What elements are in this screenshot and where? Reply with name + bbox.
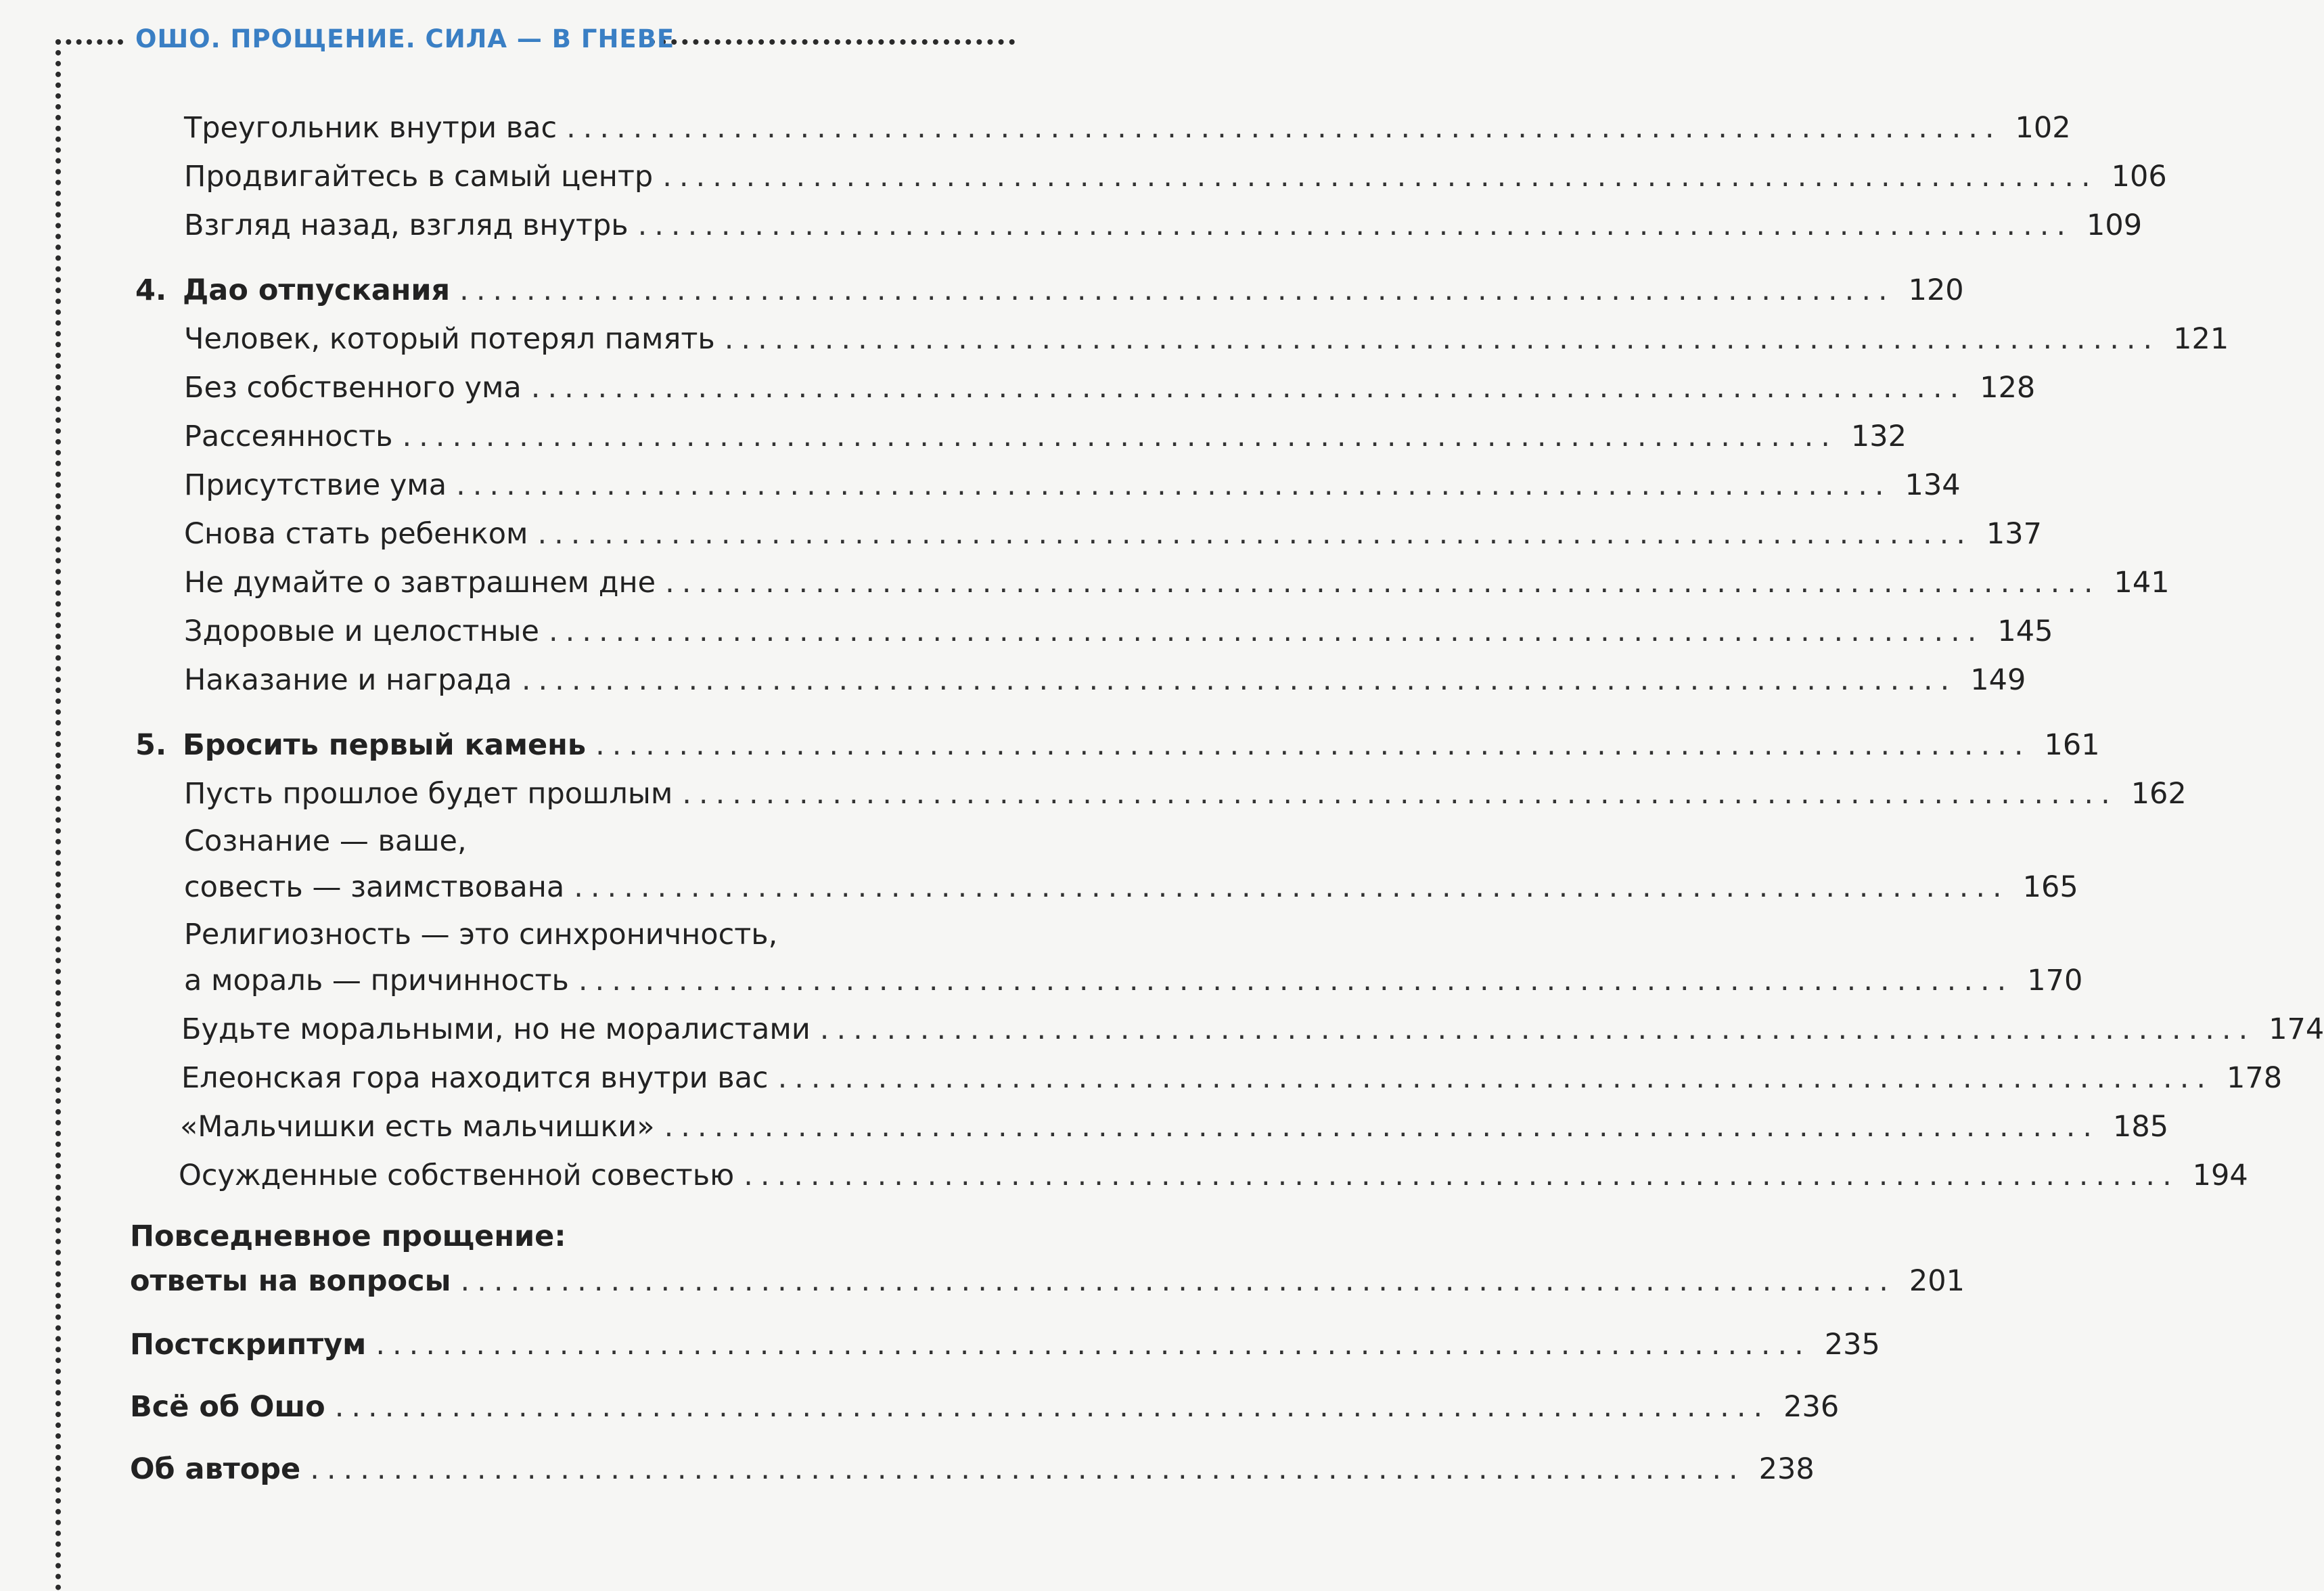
leader-dots: ...................................................................................... [819, 1012, 2256, 1046]
leader-dots: ...................................................................................... [537, 517, 1973, 551]
toc-entry[interactable] [184, 160, 2167, 194]
toc-entry[interactable] [180, 1110, 2169, 1144]
toc-entry-title: Будьте моральными, но не моралистами [181, 1012, 811, 1046]
toc-entry-title: Дао отпускания [183, 273, 451, 307]
toc-entry-title-line1: Религиозность — это синхроничность, [184, 918, 778, 951]
leader-dots: ...................................................................................... [521, 663, 1957, 697]
toc-section[interactable] [130, 1264, 1965, 1298]
toc-entry-page: 102 [2015, 111, 2071, 145]
toc-entry-title: Осужденные собственной совестью [179, 1159, 735, 1192]
toc-entry-title: а мораль — причинность [184, 964, 569, 998]
toc-entry-page: 185 [2113, 1110, 2169, 1144]
toc-entry-page: 137 [1986, 517, 2042, 551]
leader-dots: ...................................................................................... [548, 614, 1984, 648]
leader-dots: ...................................................................................... [456, 468, 1892, 502]
toc-entry[interactable] [179, 1159, 2248, 1192]
leader-dots: ...................................................................................... [682, 777, 2118, 811]
toc-entry-page: 238 [1758, 1452, 1815, 1486]
toc-entry-title-line1: Повседневное прощение: [130, 1219, 566, 1253]
leader-dots: ...................................................................................... [375, 1328, 1811, 1362]
toc-entry-page: 128 [1980, 371, 2036, 405]
toc-entry[interactable] [184, 777, 2187, 811]
toc-entry[interactable] [184, 111, 2071, 145]
toc-entry-title: Рассеянность [184, 420, 393, 453]
toc-section[interactable] [130, 1328, 1880, 1362]
toc-entry-title: Постскриптум [130, 1328, 367, 1362]
leader-dots: ...................................................................................... [574, 870, 2009, 904]
toc-entry-title: Не думайте о завтрашнем дне [184, 566, 656, 600]
running-header: ОШО. ПРОЩЕНИЕ. СИЛА — В ГНЕВЕ [135, 24, 675, 53]
toc-entry-page: 178 [2226, 1061, 2283, 1095]
toc-entry-page: 109 [2087, 208, 2143, 242]
toc-entry-title: Без собственного ума [184, 371, 522, 405]
toc-entry-page: 132 [1850, 420, 1907, 453]
toc-entry[interactable] [184, 566, 2170, 600]
leader-dots: ...................................................................................... [460, 1264, 1896, 1298]
toc-section[interactable] [130, 1452, 1815, 1486]
toc-entry[interactable] [184, 964, 2083, 998]
toc-entry-page: 235 [1824, 1328, 1880, 1362]
leader-dots: ...................................................................................... [310, 1452, 1746, 1486]
toc-entry[interactable] [184, 420, 1907, 453]
toc-entry-page: 201 [1909, 1264, 1965, 1298]
toc-entry-title: Елеонская гора находится внутри вас [181, 1061, 769, 1095]
leader-dots: ...................................................................................... [744, 1159, 2179, 1192]
leader-dots: ...................................................................................... [777, 1061, 2214, 1095]
leader-dots: ...................................................................................... [566, 111, 2002, 145]
toc-entry[interactable] [184, 468, 1961, 502]
toc-entry-title: Продвигайтесь в самый центр [184, 160, 654, 194]
toc-entry-page: 134 [1905, 468, 1961, 502]
toc-section[interactable] [130, 1390, 1840, 1424]
toc-entry-page: 106 [2111, 160, 2167, 194]
toc-entry-page: 121 [2173, 322, 2229, 356]
toc-entry-title: Бросить первый камень [183, 728, 587, 762]
toc-entry-title: Пусть прошлое будет прошлым [184, 777, 673, 811]
leader-dots: ...................................................................................... [530, 371, 1967, 405]
toc-entry-line1 [130, 1219, 981, 1253]
toc-entry-title: Об авторе [130, 1452, 301, 1486]
leader-dots: ...................................................................................... [595, 728, 2031, 762]
leader-dots: ...................................................................................... [459, 273, 1895, 307]
toc-entry-title: совесть — заимствована [184, 870, 565, 904]
toc-entry-title: Здоровые и целостные [184, 614, 539, 648]
toc-entry-page: 161 [2044, 728, 2100, 762]
leader-dots: ...................................................................................... [578, 964, 2014, 998]
toc-entry-page: 174 [2269, 1012, 2324, 1046]
leader-dots: ...................................................................................... [665, 566, 2101, 600]
chapter-number: 4. [135, 273, 167, 307]
leader-dots: ...................................................................................... [402, 420, 1838, 453]
toc-entry[interactable] [184, 870, 2078, 904]
toc-entry-title: Всё об Ошо [130, 1390, 325, 1424]
leader-dots: ...................................................................................... [662, 160, 2098, 194]
toc-entry[interactable] [184, 371, 2036, 405]
toc-entry-title: Присутствие ума [184, 468, 447, 502]
toc-entry[interactable] [181, 1061, 2283, 1095]
toc-entry-page: 120 [1908, 273, 1964, 307]
toc-entry-title: Взгляд назад, взгляд внутрь [184, 208, 629, 242]
leader-dots: ...................................................................................... [637, 208, 2074, 242]
leader-dots: ...................................................................................... [334, 1390, 1771, 1424]
toc-entry-page: 165 [2022, 870, 2078, 904]
toc-entry-title: Наказание и награда [184, 663, 512, 697]
toc-entry-title: Человек, который потерял память [184, 322, 715, 356]
toc-entry-line1 [184, 920, 981, 949]
toc-entry-title: ответы на вопросы [130, 1264, 451, 1298]
toc-entry[interactable] [181, 1012, 2324, 1046]
toc-chapter[interactable] [135, 273, 1964, 307]
leader-dots: ...................................................................................... [724, 322, 2160, 356]
toc-entry-page: 149 [1970, 663, 2026, 697]
toc-entry-page: 194 [2192, 1159, 2248, 1192]
toc-entry[interactable] [184, 614, 2053, 648]
leader-dots: ...................................................................................... [664, 1110, 2100, 1144]
toc-entry-page: 236 [1783, 1390, 1840, 1424]
toc-entry-page: 145 [1997, 614, 2053, 648]
toc-chapter[interactable] [135, 728, 2100, 762]
toc-entry-page: 170 [2027, 964, 2083, 998]
toc-entry-line1 [184, 824, 981, 858]
toc-entry-page: 162 [2131, 777, 2187, 811]
chapter-number: 5. [135, 728, 167, 762]
toc-entry[interactable] [184, 208, 2143, 242]
toc-entry[interactable] [184, 322, 2229, 356]
toc-entry-page: 141 [2114, 566, 2170, 600]
toc-entry[interactable] [184, 517, 2042, 551]
toc-entry-title: «Мальчишки есть мальчишки» [180, 1110, 655, 1144]
toc-entry-title: Снова стать ребенком [184, 517, 528, 551]
toc-entry-title-line1: Сознание — ваше, [184, 824, 467, 858]
toc-entry-title: Треугольник внутри вас [184, 111, 557, 145]
toc-entry[interactable] [184, 663, 2026, 697]
